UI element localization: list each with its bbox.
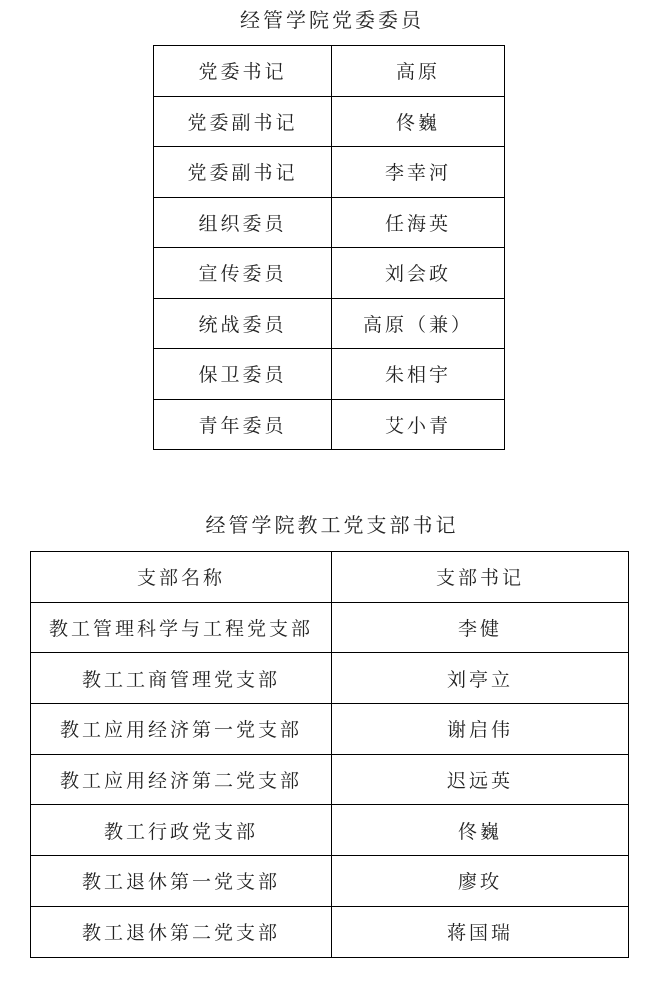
branch-name: 教工退休第二党支部 xyxy=(31,906,332,957)
committee-role: 党委书记 xyxy=(154,46,332,97)
branch-name: 教工退休第一党支部 xyxy=(31,856,332,907)
branch-secretary: 迟远英 xyxy=(332,754,629,805)
committee-role: 青年委员 xyxy=(154,399,332,450)
table-row xyxy=(154,96,505,147)
table-row xyxy=(154,298,505,349)
table-row xyxy=(154,349,505,400)
table-row xyxy=(154,399,505,450)
branches-title: 经管学院教工党支部书记 xyxy=(205,513,459,537)
branch-name: 教工应用经济第一党支部 xyxy=(31,704,332,755)
table-row xyxy=(31,602,629,653)
branch-secretary: 廖玫 xyxy=(332,856,629,907)
committee-role: 组织委员 xyxy=(154,197,332,248)
committee-member: 朱相宇 xyxy=(332,349,505,400)
committee-member: 任海英 xyxy=(332,197,505,248)
table-row xyxy=(31,906,629,957)
table-row xyxy=(154,46,505,97)
branch-secretary: 谢启伟 xyxy=(332,704,629,755)
branch-secretary: 蒋国瑞 xyxy=(332,906,629,957)
table-header-row xyxy=(31,552,629,603)
table-row xyxy=(31,653,629,704)
committee-role: 保卫委员 xyxy=(154,349,332,400)
table-row xyxy=(31,856,629,907)
table-row xyxy=(31,704,629,755)
committee-member: 高原（兼） xyxy=(332,298,505,349)
table-row xyxy=(154,147,505,198)
branch-secretary: 佟巍 xyxy=(332,805,629,856)
branches-table xyxy=(30,551,629,958)
committee-title: 经管学院党委委员 xyxy=(240,8,424,32)
branch-secretary: 李健 xyxy=(332,602,629,653)
committee-member: 高原 xyxy=(332,46,505,97)
committee-role: 党委副书记 xyxy=(154,147,332,198)
table-row xyxy=(154,248,505,299)
branch-name: 教工应用经济第二党支部 xyxy=(31,754,332,805)
branch-secretary: 刘亭立 xyxy=(332,653,629,704)
column-header-secretary: 支部书记 xyxy=(332,552,629,603)
table-row xyxy=(31,805,629,856)
committee-role: 党委副书记 xyxy=(154,96,332,147)
committee-member: 刘会政 xyxy=(332,248,505,299)
column-header-branch: 支部名称 xyxy=(31,552,332,603)
committee-table xyxy=(153,45,505,450)
committee-role: 统战委员 xyxy=(154,298,332,349)
branch-name: 教工行政党支部 xyxy=(31,805,332,856)
committee-member: 佟巍 xyxy=(332,96,505,147)
committee-member: 艾小青 xyxy=(332,399,505,450)
table-row xyxy=(154,197,505,248)
table-row xyxy=(31,754,629,805)
branch-name: 教工管理科学与工程党支部 xyxy=(31,602,332,653)
committee-member: 李幸河 xyxy=(332,147,505,198)
committee-role: 宣传委员 xyxy=(154,248,332,299)
branch-name: 教工工商管理党支部 xyxy=(31,653,332,704)
